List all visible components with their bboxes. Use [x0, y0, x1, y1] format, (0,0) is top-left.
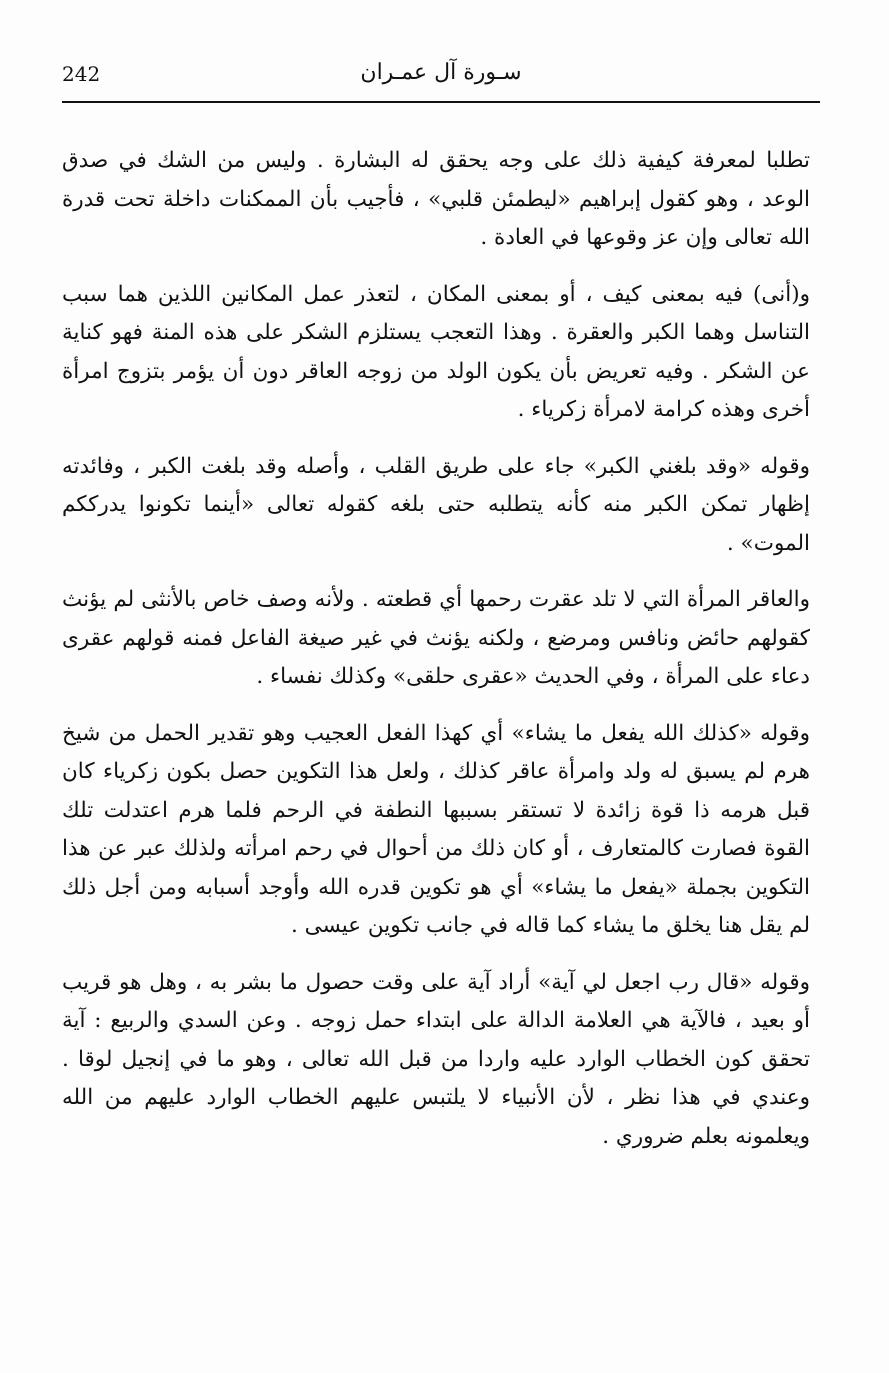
page-number: 242 [62, 62, 101, 86]
surah-title: سـورة آل عمـران [360, 60, 522, 85]
page-body [62, 142, 810, 1156]
paragraph: وقوله «كذلك الله يفعل ما يشاء» أي كهذا الفعل العجيب وهو تقدير الحمل من شيخ هرم لم يسبق له ولد وامرأة عاقر كذلك ، ولعل هذا التكوين حصل بكون زكرياء كان قبل هرمه ذا قوة زائدة لا تستقر بسببها النطفة في الرحم فلما هرم اعتدلت تلك القوة فصارت كالمتعارف ، أو كان ذلك من أحوال في رحم امرأته ولذلك عبر عن هذا التكوين بجملة «يفعل ما يشاء» أي هو تكوين قدره الله وأوجد أسبابه ومن أجل ذلك لم يقل هنا يخلق ما يشاء كما قاله في جانب تكوين عيسى . [62, 720, 810, 938]
paragraph: تطلبا لمعرفة كيفية ذلك على وجه يحقق له البشارة . وليس من الشك في صدق الوعد ، وهو كقول إبراهيم «ليطمئن قلبي» ، فأجيب بأن الممكنات داخلة تحت قدرة الله تعالى وإن عز وقوعها في العادة . [62, 148, 810, 250]
paragraph: والعاقر المرأة التي لا تلد عقرت رحمها أي قطعته . ولأنه وصف خاص بالأنثى لم يؤنث كقولهم حائض ونافس ومرضع ، ولكنه يؤنث في غير صيغة الفاعل فمنه قولهم عقرى دعاء على المرأة ، وفي الحديث «عقرى حلقى» وكذلك نفساء . [62, 587, 810, 689]
page-header [62, 58, 820, 98]
header-divider [62, 101, 820, 103]
paragraph: و(أنى) فيه بمعنى كيف ، أو بمعنى المكان ، لتعذر عمل المكانين اللذين هما سبب التناسل وهما الكبر والعقرة . وهذا التعجب يستلزم الشكر على هذه المنة فهو كناية عن الشكر . وفيه تعريض بأن يكون الولد من زوجه العاقر دون أن يؤمر بتزوج امرأة أخرى وهذه كرامة لامرأة زكرياء . [62, 281, 810, 422]
paragraph: وقوله «وقد بلغني الكبر» جاء على طريق القلب ، وأصله وقد بلغت الكبر ، وفائدته إظهار تمكن الكبر منه كأنه يتطلبه حتى بلغه كقوله تعالى «أينما تكونوا يدرككم الموت» . [62, 453, 810, 556]
paragraph: وقوله «قال رب اجعل لي آية» أراد آية على وقت حصول ما بشر به ، وهل هو قريب أو بعيد ، فالآية هي العلامة الدالة على ابتداء حمل زوجه . وعن السدي والربيع : آية تحقق كون الخطاب الوارد عليه واردا من قبل الله تعالى ، وهو ما في إنجيل لوقا . وعندي في هذا نظر ، لأن الأنبياء لا يلتبس عليهم الخطاب الوارد عليهم من الله ويعلمونه بعلم ضروري . [62, 969, 810, 1149]
